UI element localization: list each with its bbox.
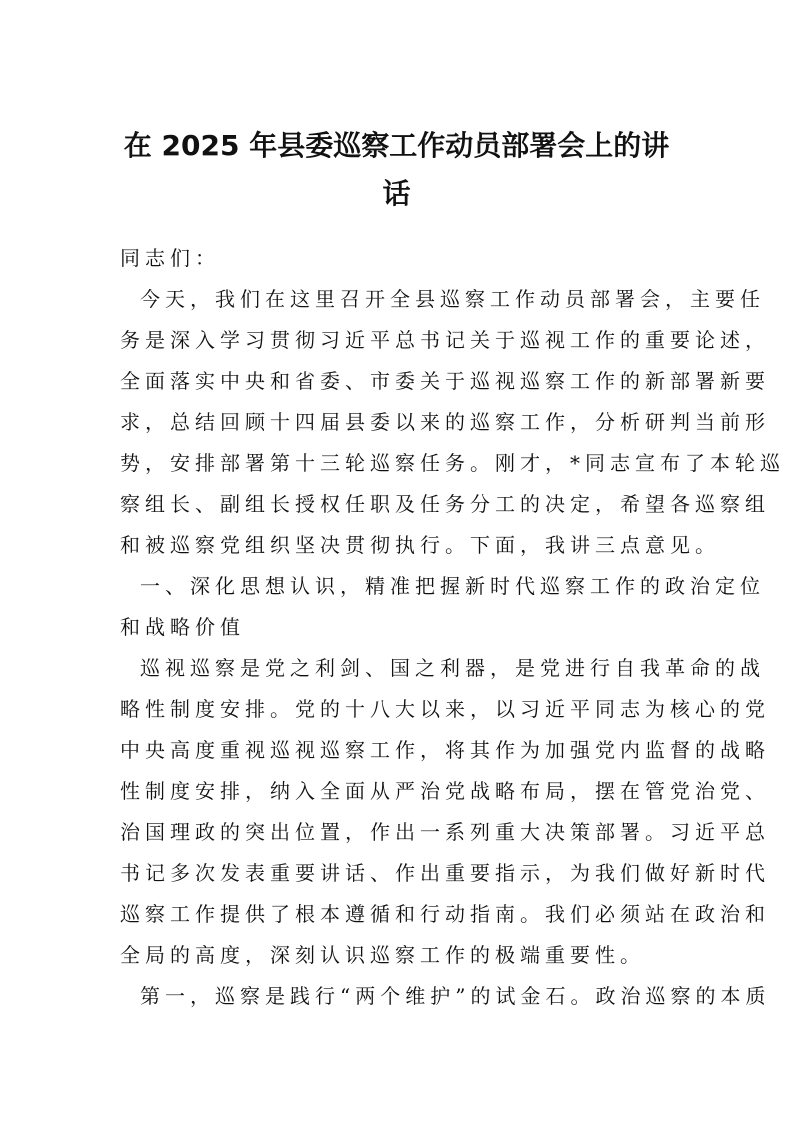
text-line: 性制度安排，纳入全面从严治党战略布局，摆在管党治党、 — [120, 779, 770, 803]
text-line: 第一，巡察是践行“两个维护”的试金石。政治巡察的本质 — [140, 984, 771, 1008]
text-line: 同志们： — [120, 246, 220, 270]
text-line: 全局的高度，深刻认识巡察工作的极端重要性。 — [120, 943, 645, 967]
text-line: 巡视巡察是党之利剑、国之利器，是党进行自我革命的战 — [140, 656, 765, 680]
title-line: 话 — [382, 177, 411, 210]
text-line: 和战略价值 — [120, 615, 245, 639]
text-line: 书记多次发表重要讲话、作出重要指示，为我们做好新时代 — [120, 861, 770, 885]
document-title — [100, 122, 693, 218]
text-line: 中央高度重视巡视巡察工作，将其作为加强党内监督的战略 — [120, 738, 770, 762]
text-line: 和被巡察党组织坚决贯彻执行。下面，我讲三点意见。 — [120, 533, 720, 557]
paragraph — [120, 566, 765, 648]
document-body — [120, 238, 785, 1017]
text-line: 察组长、副组长授权任职及任务分工的决定，希望各巡察组 — [120, 492, 770, 516]
salutation — [120, 238, 682, 279]
text-line: 治国理政的突出位置，作出一系列重大决策部署。习近平总 — [120, 820, 770, 844]
paragraph — [120, 648, 770, 976]
paragraph — [120, 976, 771, 1017]
text-line: 今天，我们在这里召开全县巡察工作动员部署会，主要任 — [140, 287, 765, 311]
text-line: 略性制度安排。党的十八大以来，以习近平同志为核心的党 — [120, 697, 770, 721]
text-line: 务是深入学习贯彻习近平总书记关于巡视工作的重要论述， — [120, 328, 770, 352]
paragraph — [120, 279, 785, 566]
title-line: 在 2025 年县委巡察工作动员部署会上的讲 — [123, 129, 670, 162]
text-line: 全面落实中央和省委、市委关于巡视巡察工作的新部署新要 — [120, 369, 770, 393]
text-line: 一、深化思想认识，精准把握新时代巡察工作的政治定位 — [140, 574, 765, 598]
text-line: 求，总结回顾十四届县委以来的巡察工作，分析研判当前形 — [120, 410, 770, 434]
text-line: 巡察工作提供了根本遵循和行动指南。我们必须站在政治和 — [120, 902, 770, 926]
text-line: 势，安排部署第十三轮巡察任务。刚才，*同志宣布了本轮巡 — [120, 451, 785, 475]
